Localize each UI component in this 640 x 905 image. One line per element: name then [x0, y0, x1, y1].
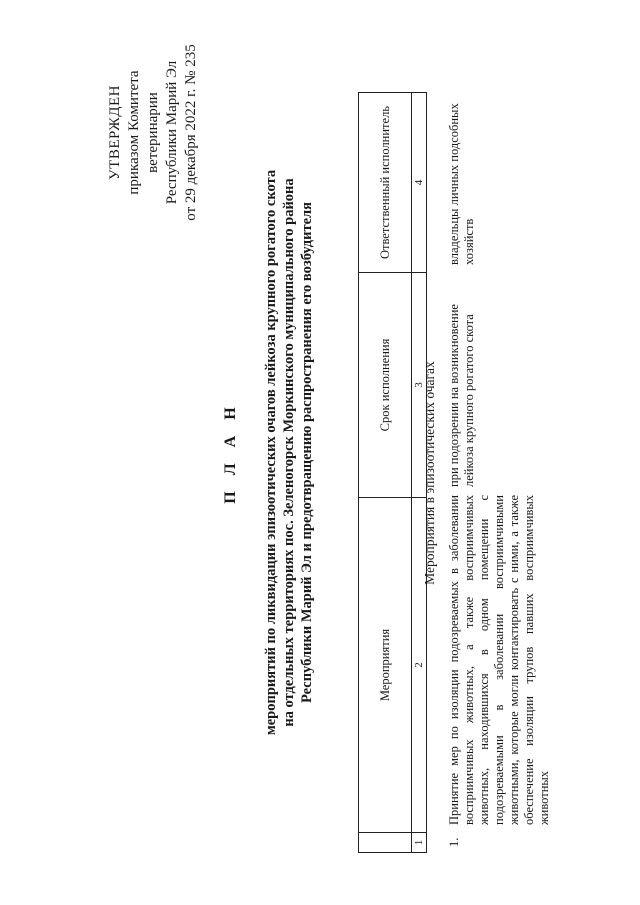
col-number-3: 3: [412, 273, 427, 498]
header-measures: Мероприятия: [359, 498, 412, 833]
approval-stamp: [106, 30, 201, 235]
col-number-2: 2: [412, 498, 427, 833]
header-term: Срок исполнения: [359, 273, 412, 498]
approval-line-1: приказом Комитета ветеринарии: [126, 70, 161, 195]
plan-subtitle: [262, 80, 316, 825]
plan-subtitle-line-3: Республики Марий Эл и предотвращению распространения его возбудителя: [299, 202, 315, 704]
approval-line-3: от 29 декабря 2022 г. № 235: [183, 44, 199, 221]
header-number: [359, 833, 412, 853]
row-measure: Принятие мер по изоляции подозреваемых в заболевании восприимчивых животных, а также восприимчивых животных, находившихся в одном помещении с подозреваемыми в заболевании восприимчивыми животными, которые могли контактировать с ними, а также обеспечение изоляции трупов павших восприимчивых животных: [447, 495, 551, 825]
section-title: Мероприятия в эпизоотических очагах: [422, 361, 437, 585]
table-header-row: [359, 93, 412, 853]
plan-subtitle-line-2: на отдельных территориях пос. Зеленогорск Моркинского муниципального района: [281, 178, 297, 727]
plan-table-header: [358, 92, 427, 853]
row-term: при подозрении на возникновение лейкоза крупного рогатого скота: [447, 304, 476, 487]
approval-title: УТВЕРЖДЕН: [107, 85, 123, 180]
plan-title: П Л А Н: [222, 401, 239, 504]
header-executor: Ответственный исполнитель: [359, 93, 412, 273]
row-number: 1.: [447, 837, 461, 847]
approval-line-2: Республики Марий Эл: [164, 60, 180, 205]
col-number-1: 1: [412, 833, 427, 853]
plan-subtitle-line-1: мероприятий по ликвидации эпизоотических очагов лейкоза крупного рогатого скота: [263, 169, 279, 736]
row-executor: владельцы личных подсобных хозяйств: [447, 103, 476, 265]
col-number-4: 4: [412, 93, 427, 273]
